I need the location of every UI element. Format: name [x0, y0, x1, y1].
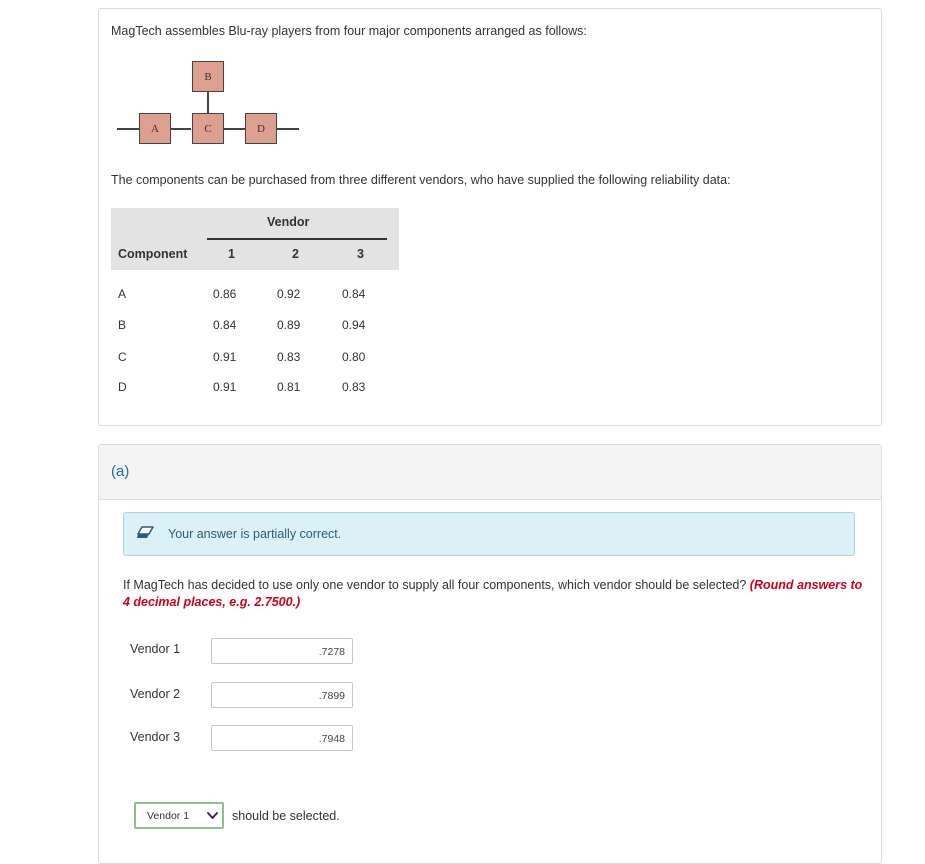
feedback-text: Your answer is partially correct. [168, 527, 342, 541]
question-text [123, 577, 863, 611]
input-line [117, 128, 139, 130]
cell-value: 0.84 [342, 287, 366, 301]
eraser-icon [137, 526, 154, 540]
intro-text: MagTech assembles Blu-ray players from four major components arranged as follows: [111, 24, 587, 38]
cell-value: 0.91 [213, 350, 237, 364]
row-component: D [118, 380, 127, 394]
component-d-box: D [245, 113, 277, 144]
cell-value: 0.83 [277, 350, 301, 364]
selected-vendor: Vendor 1 [147, 810, 190, 822]
vendor-1-input[interactable] [211, 638, 353, 664]
vendors-intro-text: The components can be purchased from three different vendors, who have supplied the following reliability data: [111, 173, 731, 187]
cell-value: 0.92 [277, 287, 301, 301]
cell-value: 0.83 [342, 380, 366, 394]
cell-value: 0.91 [213, 380, 237, 394]
vendor-select[interactable] [134, 802, 224, 829]
cell-value: 0.94 [342, 318, 366, 332]
connector-a-c [171, 128, 191, 130]
cell-value: 0.84 [213, 318, 237, 332]
cell-value: 0.80 [342, 350, 366, 364]
vendor-3-label: Vendor 3 [130, 730, 181, 744]
rounding-note: (Round answers to 4 decimal places, e.g. 2.7500.) [123, 578, 863, 609]
header-rule [207, 238, 387, 240]
row-component: A [118, 287, 127, 301]
part-label: (a) [111, 463, 130, 480]
table-header [111, 208, 399, 270]
vendor-2-label: Vendor 2 [130, 687, 181, 701]
output-line [277, 128, 299, 130]
vendor-1-label: Vendor 1 [130, 642, 181, 656]
vendor-col-2: 2 [292, 247, 299, 261]
vendor-2-input[interactable] [211, 682, 353, 708]
row-component: C [118, 350, 127, 364]
feedback-banner [123, 512, 855, 556]
chevron-down-icon [206, 809, 219, 822]
component-diagram [117, 61, 307, 156]
component-b-box: B [192, 61, 224, 92]
cell-value: 0.86 [213, 287, 237, 301]
connector-c-d [224, 128, 245, 130]
connector-b-c [207, 92, 209, 113]
cell-value: 0.89 [277, 318, 301, 332]
should-be-selected-text: should be selected. [232, 809, 340, 823]
part-header [99, 445, 881, 500]
question-body: If MagTech has decided to use only one vendor to supply all four components, which vendor should be selected? [123, 578, 747, 592]
vendor-col-1: 1 [228, 247, 235, 261]
component-header: Component [118, 247, 188, 261]
component-c-box: C [192, 113, 224, 144]
component-a-box: A [139, 113, 171, 144]
part-a-card [98, 444, 882, 864]
cell-value: 0.81 [277, 380, 301, 394]
vendor-col-3: 3 [357, 247, 364, 261]
problem-statement-card [98, 8, 882, 426]
row-component: B [118, 318, 127, 332]
vendor-header: Vendor [267, 215, 310, 229]
vendor-3-input[interactable] [211, 725, 353, 751]
